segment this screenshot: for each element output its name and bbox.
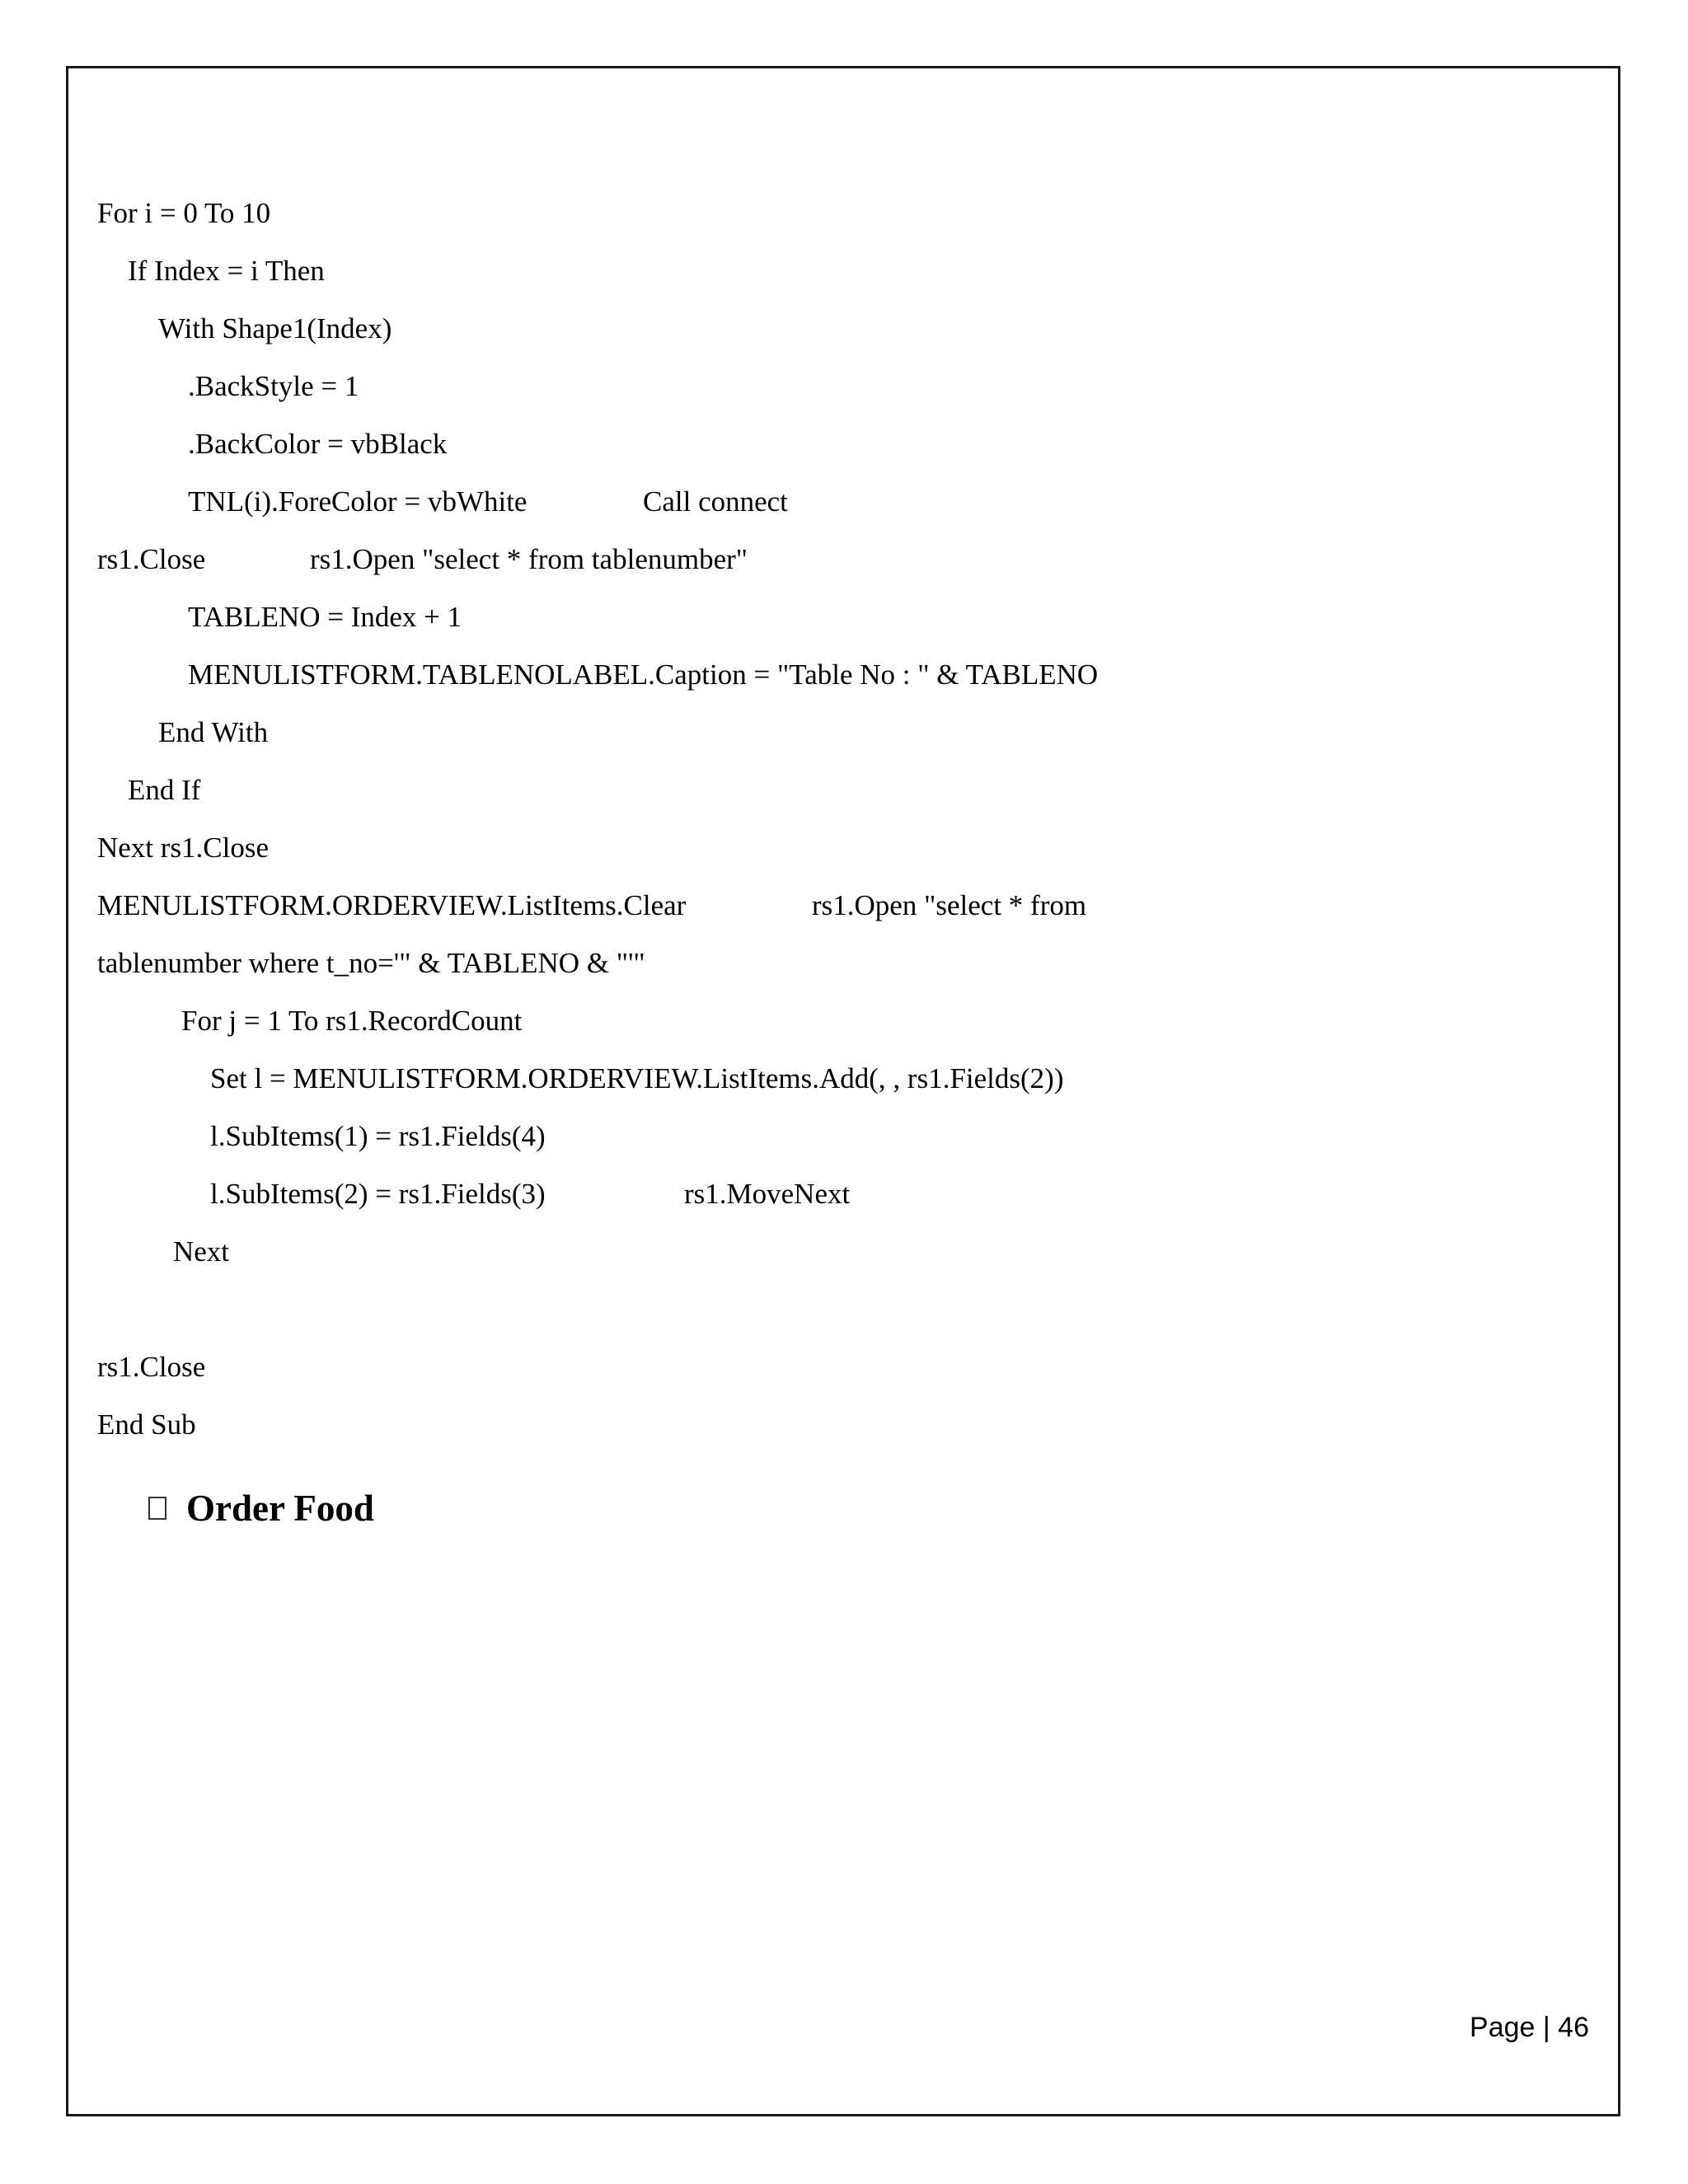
code-line: MENULISTFORM.ORDERVIEW.ListItems.Clear — [97, 889, 687, 921]
page-number: Page | 46 — [1470, 2012, 1589, 2043]
code-line: For j = 1 To rs1.RecordCount — [181, 1005, 523, 1037]
code-line: .BackStyle = 1 — [188, 370, 359, 402]
code-line: With Shape1(Index) — [158, 312, 392, 344]
code-line: rs1.Close — [97, 1351, 206, 1383]
code-line: l.SubItems(1) = rs1.Fields(4) — [210, 1120, 546, 1152]
code-line: For i = 0 To 10 — [97, 197, 271, 229]
section-heading — [148, 1483, 374, 1533]
code-line: Next — [173, 1235, 230, 1268]
code-line: Call connect — [643, 485, 788, 518]
code-line: rs1.Open "select * from — [812, 889, 1087, 921]
section-heading-title: Order Food — [186, 1488, 374, 1529]
code-line: End With — [158, 716, 269, 748]
code-line: End If — [128, 774, 201, 806]
code-line: l.SubItems(2) = rs1.Fields(3) — [210, 1178, 546, 1210]
bullet-box-icon — [148, 1497, 166, 1520]
code-line: End Sub — [97, 1408, 196, 1441]
code-line: rs1.Open "select * from tablenumber" — [310, 543, 748, 575]
code-line: TNL(i).ForeColor = vbWhite — [188, 485, 528, 518]
code-line: If Index = i Then — [128, 255, 325, 287]
code-line: Next rs1.Close — [97, 832, 270, 864]
code-line: Set l = MENULISTFORM.ORDERVIEW.ListItems.Add(, , rs1.Fields(2)) — [210, 1062, 1064, 1094]
code-line: tablenumber where t_no='" & TABLENO & "'" — [97, 947, 645, 979]
code-line: MENULISTFORM.TABLENOLABEL.Caption = "Table No : " & TABLENO — [188, 658, 1099, 691]
code-line: .BackColor = vbBlack — [188, 428, 448, 460]
code-line: rs1.Close — [97, 543, 206, 575]
code-line: rs1.MoveNext — [684, 1178, 851, 1210]
code-line: TABLENO = Index + 1 — [188, 601, 462, 633]
